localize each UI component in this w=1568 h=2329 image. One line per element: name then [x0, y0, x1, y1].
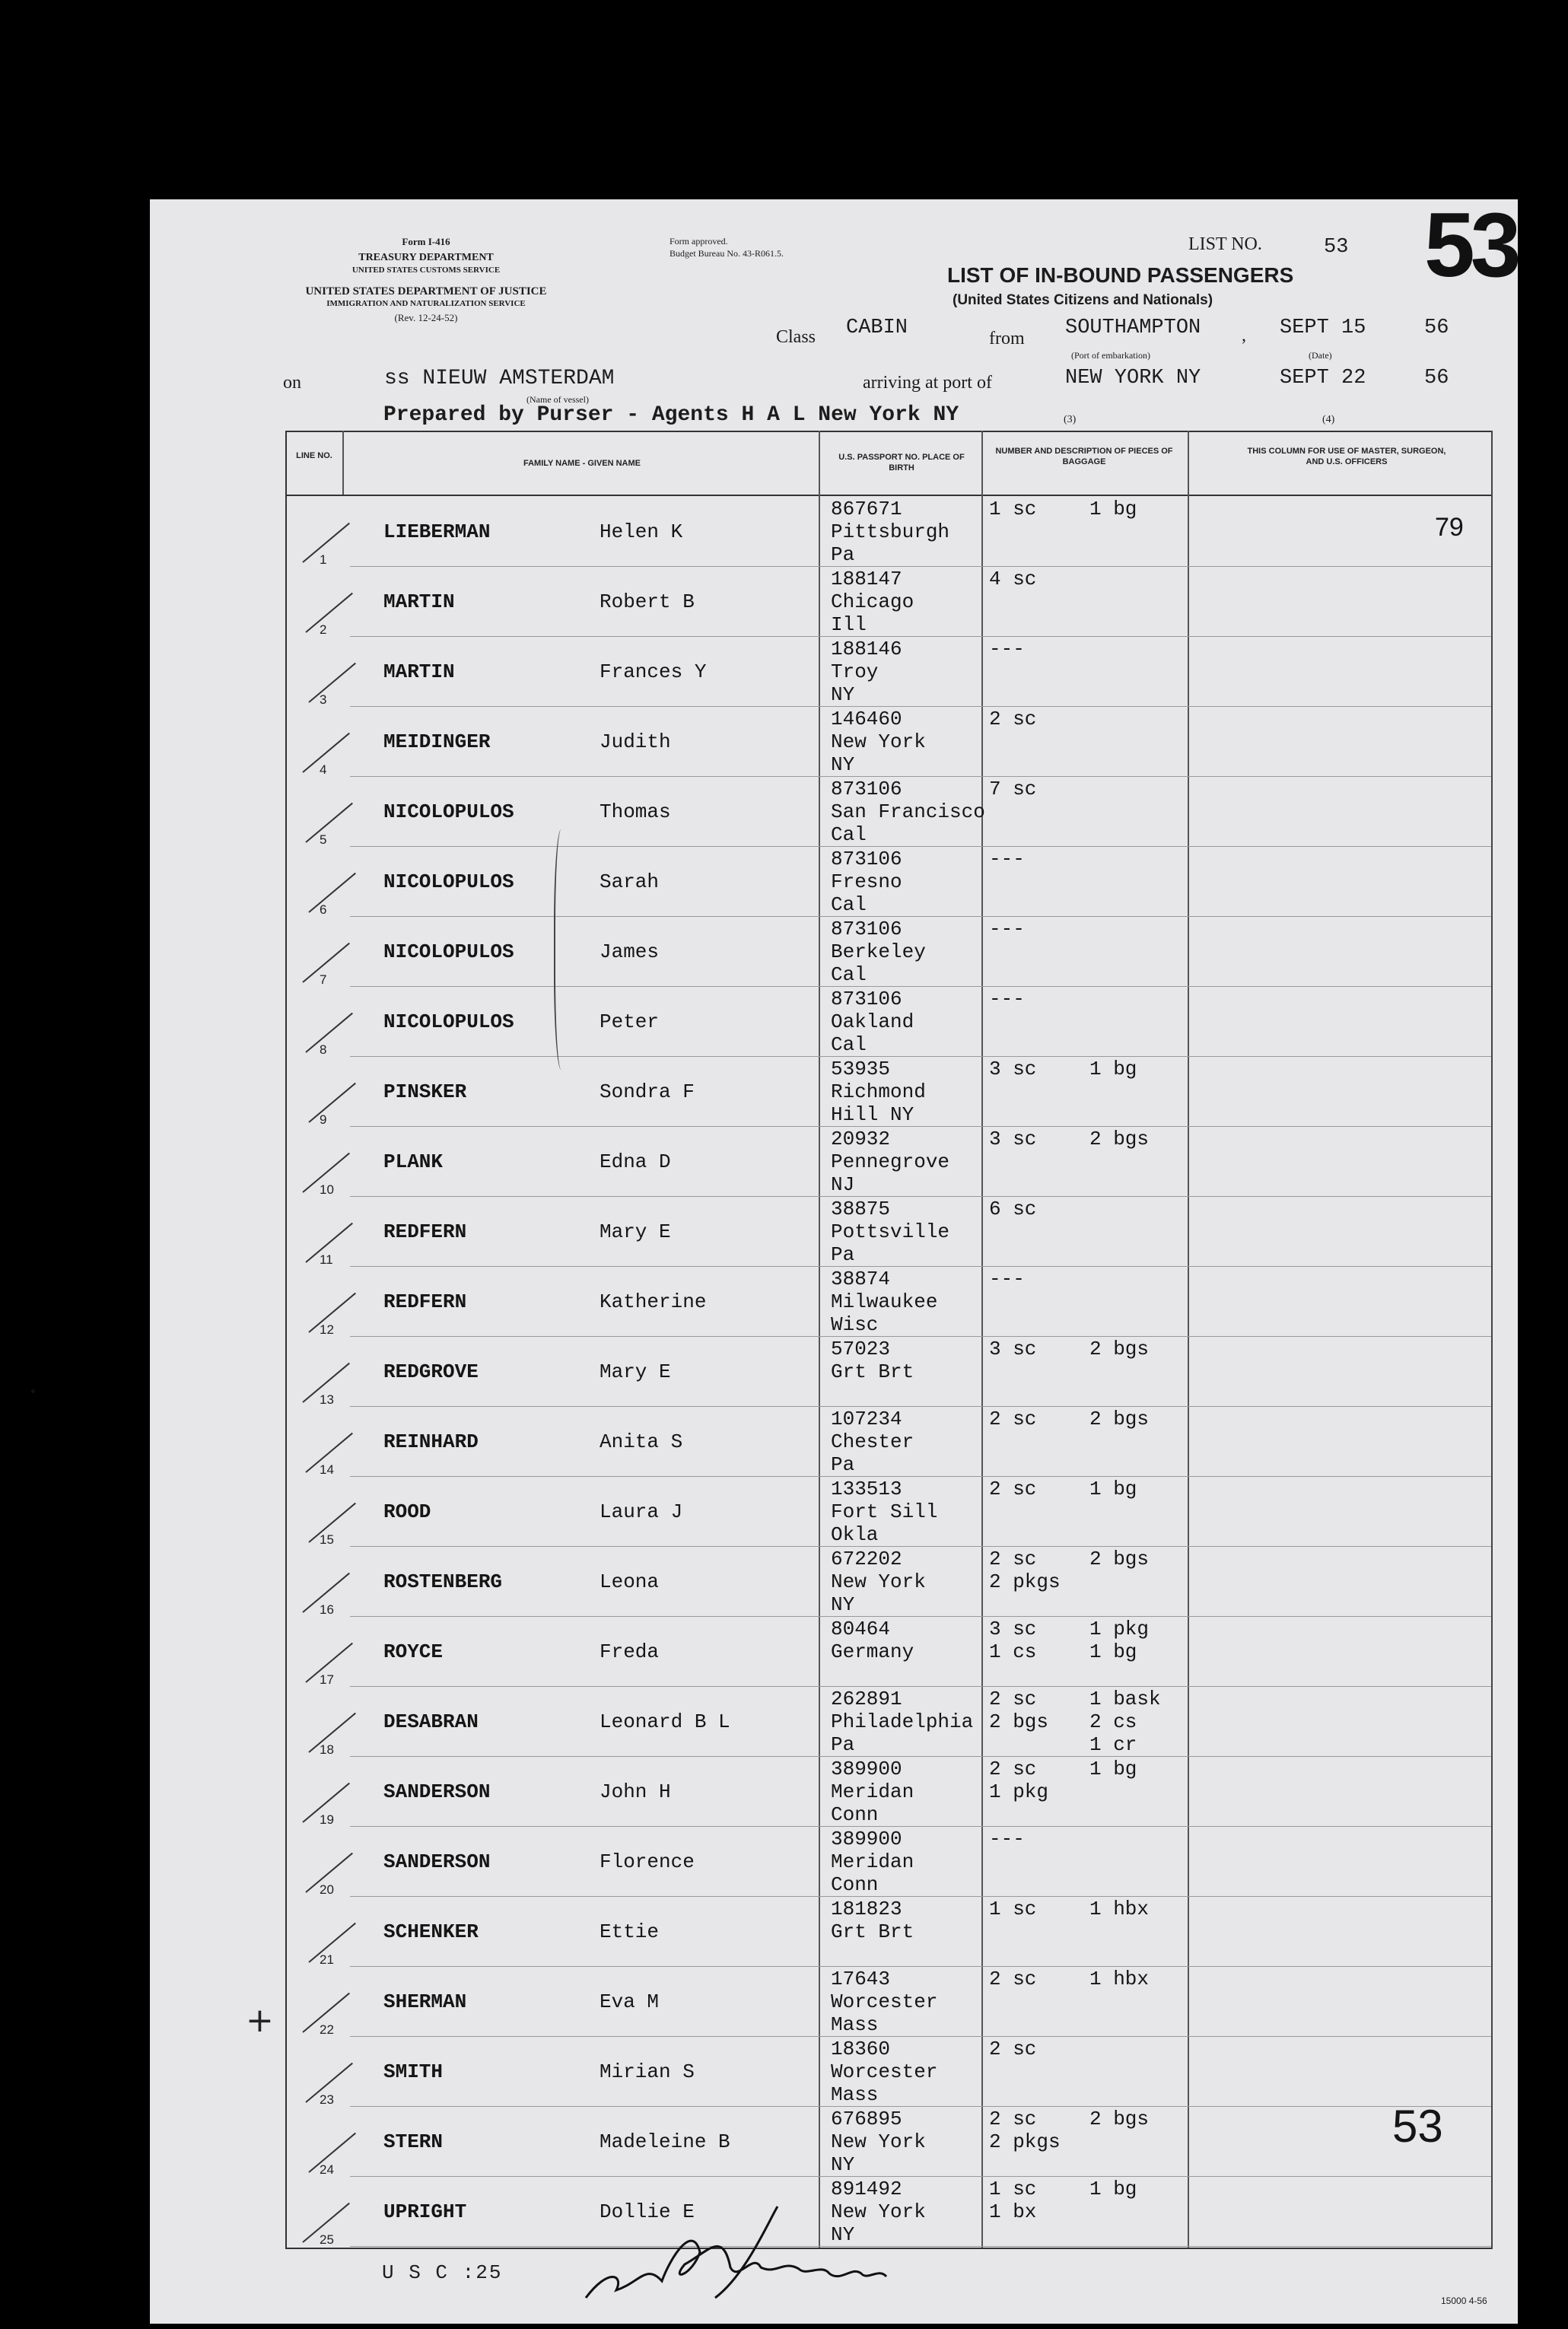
row-divider	[350, 1126, 1491, 1127]
baggage-item: 6 sc	[989, 1198, 1037, 1220]
passport-number: 873106	[831, 918, 902, 940]
col-header-passport: U.S. PASSPORT NO. PLACE OF BIRTH	[838, 453, 965, 472]
place-of-birth: Conn	[831, 1803, 879, 1826]
place-of-birth: Worcester	[831, 2060, 938, 2083]
departure-year: 56	[1424, 317, 1449, 339]
passport-number: 57023	[831, 1338, 891, 1360]
line-number: 8	[320, 1042, 327, 1057]
given-name: Helen K	[600, 520, 683, 543]
baggage-item: 4 sc	[989, 568, 1037, 590]
departure-date: SEPT 15	[1280, 317, 1366, 339]
table-top-border	[285, 431, 1491, 432]
family-name: DESABRAN	[383, 1710, 479, 1733]
baggage-item: 2 sc	[989, 1758, 1037, 1780]
family-name: REDFERN	[383, 1220, 467, 1243]
row-divider	[350, 1476, 1491, 1477]
passport-number: 873106	[831, 778, 902, 800]
class-value: CABIN	[846, 317, 908, 339]
passport-number: 80464	[831, 1618, 891, 1640]
family-name: ROOD	[383, 1500, 431, 1523]
passport-number: 262891	[831, 1688, 902, 1710]
given-name: Dollie E	[600, 2200, 695, 2223]
passport-number: 146460	[831, 708, 902, 730]
given-name: Leonard B L	[600, 1710, 730, 1733]
form-title: LIST OF IN-BOUND PASSENGERS	[947, 263, 1294, 287]
line-number: 7	[320, 972, 327, 987]
baggage-item: 1 hbx	[1089, 1968, 1150, 1990]
baggage-item: 2 bgs	[1089, 1128, 1150, 1150]
place-of-birth: Cal	[831, 893, 867, 916]
given-name: Frances Y	[600, 660, 707, 683]
family-name: MARTIN	[383, 660, 455, 683]
port-arrival: NEW YORK NY	[1065, 367, 1201, 390]
passport-number: 676895	[831, 2108, 902, 2130]
family-name: SANDERSON	[383, 1780, 491, 1803]
plus-mark: +	[246, 2001, 274, 2040]
row-divider	[350, 1546, 1491, 1547]
baggage-item: 2 sc	[989, 1688, 1037, 1710]
baggage-item: 1 pkg	[989, 1780, 1049, 1803]
baggage-item: ---	[989, 918, 1025, 940]
baggage-item: 1 sc	[989, 1898, 1037, 1920]
given-name: Eva M	[600, 1990, 660, 2013]
place-of-birth: Mass	[831, 2083, 879, 2106]
passport-number: 389900	[831, 1828, 902, 1850]
place-of-birth: Pa	[831, 543, 855, 566]
passport-number: 107234	[831, 1408, 902, 1430]
place-of-birth: New York	[831, 2200, 926, 2223]
line-number: 14	[320, 1462, 334, 1477]
family-name: SANDERSON	[383, 1850, 491, 1873]
line-number: 12	[320, 1322, 334, 1337]
place-of-birth: Hill NY	[831, 1103, 914, 1126]
col-header-line: LINE NO.	[296, 451, 332, 460]
place-of-birth: Meridan	[831, 1780, 914, 1803]
baggage-item: 2 sc	[989, 1408, 1037, 1430]
line-number: 20	[320, 1882, 334, 1897]
given-name: Edna D	[600, 1150, 671, 1173]
place-of-birth: Pa	[831, 1453, 855, 1476]
place-of-birth: NY	[831, 753, 855, 776]
row-divider	[350, 2106, 1491, 2107]
line-number: 13	[320, 1392, 334, 1407]
place-of-birth: NY	[831, 683, 855, 706]
row-divider	[350, 1756, 1491, 1757]
family-name: REDFERN	[383, 1290, 467, 1313]
place-of-birth: Oakland	[831, 1010, 914, 1033]
baggage-item: 1 bx	[989, 2200, 1037, 2223]
place-of-birth: NY	[831, 2153, 855, 2176]
family-name: PINSKER	[383, 1080, 467, 1103]
line-number: 17	[320, 1672, 334, 1687]
given-name: Florence	[600, 1850, 695, 1873]
arrival-year: 56	[1424, 367, 1449, 390]
row-divider	[350, 1056, 1491, 1057]
place-of-birth: Berkeley	[831, 940, 926, 963]
line-number: 9	[320, 1112, 327, 1127]
family-name: UPRIGHT	[383, 2200, 467, 2223]
given-name: Ettie	[600, 1920, 660, 1943]
given-name: Mirian S	[600, 2060, 695, 2083]
row-divider	[350, 2176, 1491, 2177]
family-name: ROYCE	[383, 1640, 444, 1663]
given-name: Sarah	[600, 870, 660, 893]
line-number: 25	[320, 2232, 334, 2247]
line-number: 3	[320, 692, 327, 707]
given-name: John H	[600, 1780, 671, 1803]
dept-immigration: IMMIGRATION AND NATURALIZATION SERVICE	[326, 299, 526, 308]
place-of-birth: Ill	[831, 613, 867, 636]
row-divider	[350, 916, 1491, 917]
row-divider	[350, 1336, 1491, 1337]
form-number: Form I-416	[402, 236, 450, 247]
arriving-label: arriving at port of	[863, 373, 992, 393]
line-number: 1	[320, 552, 327, 567]
line-number: 22	[320, 2022, 334, 2037]
given-name: Mary E	[600, 1220, 671, 1243]
baggage-item: 1 bg	[1089, 1058, 1137, 1080]
list-no-value: 53	[1324, 236, 1349, 259]
place-of-birth: Fort Sill	[831, 1500, 938, 1523]
arrival-date: SEPT 22	[1280, 367, 1366, 390]
table-left-border	[285, 431, 287, 2249]
line-number: 6	[320, 902, 327, 917]
baggage-item: 1 cs	[989, 1640, 1037, 1663]
given-name: Anita S	[600, 1430, 683, 1453]
passport-number: 18360	[831, 2038, 891, 2060]
baggage-item: 2 bgs	[1089, 2108, 1150, 2130]
place-of-birth: New York	[831, 730, 926, 753]
line-col-divider	[342, 431, 344, 495]
place-of-birth: Chicago	[831, 590, 914, 613]
place-of-birth: Pa	[831, 1243, 855, 1266]
family-name: REDGROVE	[383, 1360, 479, 1383]
passport-number: 188146	[831, 638, 902, 660]
given-name: Laura J	[600, 1500, 683, 1523]
place-of-birth: Grt Brt	[831, 1920, 914, 1943]
baggage-item: ---	[989, 988, 1025, 1010]
vessel-name: ss NIEUW AMSTERDAM	[384, 367, 615, 390]
row-divider	[350, 1406, 1491, 1407]
given-name: James	[600, 940, 660, 963]
row-divider	[350, 776, 1491, 777]
baggage-item: 2 sc	[989, 1478, 1037, 1500]
passport-number: 891492	[831, 2178, 902, 2200]
given-name: Peter	[600, 1010, 660, 1033]
family-name: NICOLOPULOS	[383, 870, 514, 893]
given-name: Mary E	[600, 1360, 671, 1383]
given-name: Leona	[600, 1570, 660, 1593]
family-name: ROSTENBERG	[383, 1570, 503, 1593]
family-name: NICOLOPULOS	[383, 800, 514, 823]
family-name: SCHENKER	[383, 1920, 479, 1943]
row-divider	[350, 986, 1491, 987]
passport-number: 672202	[831, 1548, 902, 1570]
baggage-item: 3 sc	[989, 1128, 1037, 1150]
family-name: MEIDINGER	[383, 730, 491, 753]
form-revision: (Rev. 12-24-52)	[394, 312, 458, 323]
vessel-caption: (Name of vessel)	[526, 394, 589, 405]
given-name: Freda	[600, 1640, 660, 1663]
place-of-birth: Meridan	[831, 1850, 914, 1873]
baggage-item: 1 bg	[1089, 2178, 1137, 2200]
baggage-item: 1 sc	[989, 2178, 1037, 2200]
baggage-item: 1 bg	[1089, 1640, 1137, 1663]
given-name: Robert B	[600, 590, 695, 613]
baggage-item: 2 bgs	[1089, 1408, 1150, 1430]
place-of-birth: Cal	[831, 823, 867, 846]
passport-number: 133513	[831, 1478, 902, 1500]
line-number: 4	[320, 762, 327, 777]
port-embarkation-caption: (Port of embarkation)	[1071, 350, 1150, 361]
line-number: 5	[320, 832, 327, 847]
row-divider	[350, 1896, 1491, 1897]
margin-dot	[31, 1389, 35, 1393]
baggage-item: 1 bg	[1089, 498, 1137, 520]
baggage-item: 2 sc	[989, 2108, 1037, 2130]
place-of-birth: Philadelphia	[831, 1710, 974, 1733]
baggage-item: 2 sc	[989, 1548, 1037, 1570]
place-of-birth: Pa	[831, 1733, 855, 1756]
row-divider	[350, 636, 1491, 637]
row-divider	[350, 1686, 1491, 1687]
port-embarkation: SOUTHAMPTON	[1065, 317, 1201, 339]
dept-justice: UNITED STATES DEPARTMENT OF JUSTICE	[305, 285, 547, 297]
header-bottom-border	[285, 495, 1491, 496]
place-of-birth: Pennegrove	[831, 1150, 950, 1173]
place-of-birth: Cal	[831, 1033, 867, 1056]
place-of-birth: Worcester	[831, 1990, 938, 2013]
passport-number: 873106	[831, 988, 902, 1010]
family-name: NICOLOPULOS	[383, 1010, 514, 1033]
line-number: 19	[320, 1812, 334, 1827]
place-of-birth: Conn	[831, 1873, 879, 1896]
family-name: STERN	[383, 2130, 444, 2153]
place-of-birth: Milwaukee	[831, 1290, 938, 1313]
row-divider	[350, 1196, 1491, 1197]
signature	[578, 2191, 959, 2305]
passport-number: 389900	[831, 1758, 902, 1780]
big-stamp-number: 53	[1424, 194, 1517, 296]
family-name: REINHARD	[383, 1430, 479, 1453]
baggage-item: 1 hbx	[1089, 1898, 1150, 1920]
place-of-birth: Troy	[831, 660, 879, 683]
family-name: MARTIN	[383, 590, 455, 613]
given-name: Judith	[600, 730, 671, 753]
passport-number: 53935	[831, 1058, 891, 1080]
baggage-item: ---	[989, 638, 1025, 660]
table-right-border	[1491, 431, 1493, 2249]
officer-note: 53	[1392, 2101, 1443, 2152]
baggage-item: 2 cs	[1089, 1710, 1137, 1733]
given-name: Katherine	[600, 1290, 707, 1313]
passport-number: 38875	[831, 1198, 891, 1220]
line-number: 11	[320, 1252, 333, 1267]
on-label: on	[283, 373, 301, 393]
col-header-officers: THIS COLUMN FOR USE OF MASTER, SURGEON, AND U.S. OFFICERS	[1247, 447, 1446, 466]
place-of-birth: NJ	[831, 1173, 855, 1196]
baggage-item: 7 sc	[989, 778, 1037, 800]
place-of-birth: Okla	[831, 1523, 879, 1546]
baggage-item: 3 sc	[989, 1058, 1037, 1080]
family-name: SMITH	[383, 2060, 444, 2083]
passport-number: 181823	[831, 1898, 902, 1920]
date-caption: (Date)	[1309, 350, 1332, 361]
baggage-item: 1 bg	[1089, 1478, 1137, 1500]
prepared-by: Prepared by Purser - Agents H A L New York NY	[383, 403, 959, 427]
family-name: LIEBERMAN	[383, 520, 491, 543]
place-of-birth: Richmond	[831, 1080, 926, 1103]
form-subtitle: (United States Citizens and Nationals)	[953, 292, 1213, 308]
baggage-item: 2 sc	[989, 1968, 1037, 1990]
place-of-birth: Grt Brt	[831, 1360, 914, 1383]
passport-number: 873106	[831, 848, 902, 870]
row-divider	[350, 1826, 1491, 1827]
row-divider	[350, 1616, 1491, 1617]
passport-col-divider	[981, 431, 983, 2249]
form-approved: Form approved.	[670, 236, 728, 247]
passport-number: 188147	[831, 568, 902, 590]
line-number: 24	[320, 2162, 334, 2177]
baggage-item: 1 cr	[1089, 1733, 1137, 1756]
place-of-birth: Pittsburgh	[831, 520, 950, 543]
line-number: 15	[320, 1532, 334, 1547]
baggage-item: 2 pkgs	[989, 1570, 1061, 1593]
baggage-item: 2 bgs	[1089, 1548, 1150, 1570]
place-of-birth: Fresno	[831, 870, 902, 893]
passport-number: 20932	[831, 1128, 891, 1150]
line-number: 23	[320, 2092, 334, 2107]
line-number: 21	[320, 1952, 334, 1967]
comma: ,	[1242, 326, 1246, 345]
caption-4: (4)	[1322, 414, 1335, 425]
name-col-divider	[819, 431, 820, 2249]
caption-3: (3)	[1064, 414, 1077, 425]
baggage-item: ---	[989, 848, 1025, 870]
dept-treasury: TREASURY DEPARTMENT	[358, 252, 494, 263]
passport-number: 867671	[831, 498, 902, 520]
budget-bureau: Budget Bureau No. 43-R061.5.	[670, 248, 784, 259]
list-no-label: LIST NO.	[1188, 234, 1262, 254]
place-of-birth: Germany	[831, 1640, 914, 1663]
place-of-birth: New York	[831, 1570, 926, 1593]
place-of-birth: Pottsville	[831, 1220, 950, 1243]
form-code: 15000 4-56	[1441, 2296, 1487, 2306]
family-name: NICOLOPULOS	[383, 940, 514, 963]
baggage-item: 3 sc	[989, 1338, 1037, 1360]
usc-footer: U S C :25	[382, 2261, 503, 2284]
place-of-birth: Cal	[831, 963, 867, 986]
line-number: 18	[320, 1742, 334, 1757]
given-name: Sondra F	[600, 1080, 695, 1103]
row-divider	[350, 1966, 1491, 1967]
col-header-name: FAMILY NAME - GIVEN NAME	[523, 459, 641, 468]
place-of-birth: Chester	[831, 1430, 914, 1453]
row-divider	[350, 2036, 1491, 2037]
line-number: 16	[320, 1602, 334, 1617]
row-divider	[350, 706, 1491, 707]
passport-number: 38874	[831, 1268, 891, 1290]
baggage-item: 1 pkg	[1089, 1618, 1150, 1640]
baggage-item: 3 sc	[989, 1618, 1037, 1640]
place-of-birth: San Francisco	[831, 800, 985, 823]
baggage-item: ---	[989, 1268, 1025, 1290]
baggage-item: 2 sc	[989, 2038, 1037, 2060]
baggage-item: 2 pkgs	[989, 2130, 1061, 2153]
family-name: SHERMAN	[383, 1990, 467, 2013]
place-of-birth: NY	[831, 2223, 855, 2246]
class-label: Class	[776, 327, 816, 347]
place-of-birth: New York	[831, 2130, 926, 2153]
row-divider	[350, 846, 1491, 847]
row-divider	[350, 1266, 1491, 1267]
baggage-item: 2 bgs	[1089, 1338, 1150, 1360]
baggage-item: 1 sc	[989, 498, 1037, 520]
baggage-item: 1 bg	[1089, 1758, 1137, 1780]
line-number: 2	[320, 622, 327, 637]
row-divider	[350, 566, 1491, 567]
bracket-mark	[554, 829, 572, 1070]
given-name: Madeleine B	[600, 2130, 730, 2153]
place-of-birth: Wisc	[831, 1313, 879, 1336]
baggage-item: 2 bgs	[989, 1710, 1049, 1733]
col-header-baggage: NUMBER AND DESCRIPTION OF PIECES OF BAGGAGE	[995, 447, 1173, 466]
line-number: 10	[320, 1182, 334, 1197]
officer-note: 79	[1435, 513, 1464, 542]
from-label: from	[989, 329, 1025, 348]
passport-number: 17643	[831, 1968, 891, 1990]
place-of-birth: NY	[831, 1593, 855, 1616]
baggage-col-divider	[1188, 431, 1189, 2249]
baggage-item: ---	[989, 1828, 1025, 1850]
family-name: PLANK	[383, 1150, 444, 1173]
given-name: Thomas	[600, 800, 671, 823]
place-of-birth: Mass	[831, 2013, 879, 2036]
dept-customs: UNITED STATES CUSTOMS SERVICE	[351, 266, 501, 275]
baggage-item: 2 sc	[989, 708, 1037, 730]
baggage-item: 1 bask	[1089, 1688, 1161, 1710]
